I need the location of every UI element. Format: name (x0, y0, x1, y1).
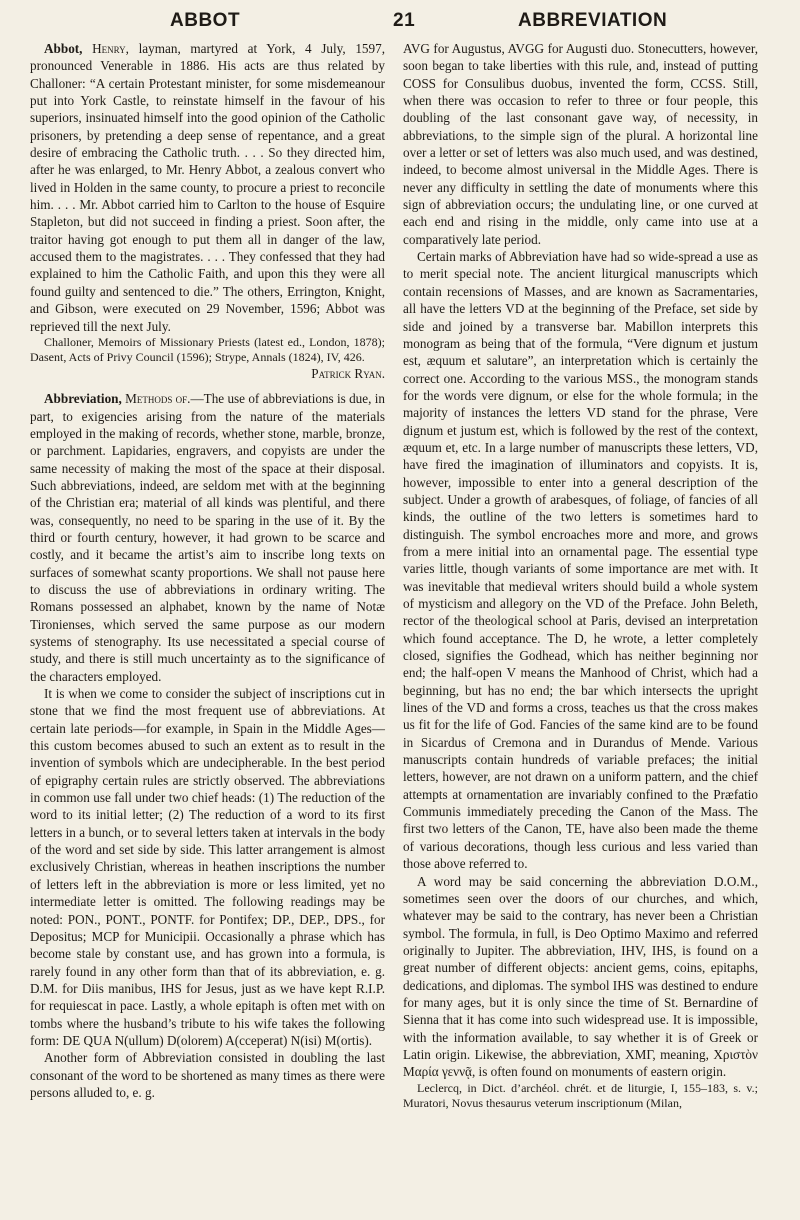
header-right-word: ABBREVIATION (518, 10, 668, 31)
abbot-headword: Abbot, (44, 41, 83, 56)
right-paragraph-2: Certain marks of Abbreviation have had so wide-spread a use as to merit special note. The ancient liturgical manuscripts which contain recensions of Masses, and are known as Sacramentaries, all have the letters VD at the beginning of the Preface, set side by side and joined by a transverse bar. Mabillon interprets this monogram as being that of the formula, “Vere dignum et justum est, æquum et salutare”, an interpretation which is certainly the correct one. According to the various MSS., the monogram stands for the words vere dignum, or else for the whole formula; in the majority of instances the letters VD stand for the phrase, Vere dignum et justum est, which is followed by the rest of the context, æquum et, etc. In a large number of manuscripts these letters, VD, have fired the imagination of illuminators and copyists. It is, however, impossible to enter into a general description of the subject. Under a growth of arabesques, of foliage, of fancies of all kinds, the outline of the two letters is sometimes hard to distinguish. The symbol encroaches more and more, and grows from a mere initial into an ornamental page. The essential type varies little, though variants of some importance are met with. It was inevitable that medieval writers should build a whole system of mysticism and allegory on the VD of the Preface. John Beleth, rector of the theological school at Paris, devised an interpretation which found acceptance. The D, he wrote, a letter completely closed, signifies the Godhead, which has neither beginning nor end; the half-open V means the Manhood of Christ, which had a beginning, but has no end; the bar which intersects the upright lines of the VD and forms a cross, teaches us that the cross makes us fit for the life of God. Fancies of the same kind are to be found in Sicardus of Cremona and in Durandus of Mende. Various manuscripts contain hundreds of variable prefaces; the initial letters, however, are not drawn on a uniform pattern, and the chief attempts at ornamentation are invariably confined to the Præfatio Communis immediately preceding the Canon of the Mass. The first two letters of the Canon, TE, have also been made the theme of various decorations, though less curious and less varied than those above referred to. (403, 249, 758, 872)
running-header (30, 10, 770, 38)
right-column (403, 40, 758, 1111)
abbreviation-headword: Abbreviation, (44, 391, 122, 407)
abbot-author: Patrick Ryan. (311, 365, 385, 381)
abbreviation-paragraph-3: Another form of Abbreviation consisted in doubling the last consonant of the word to be shortened as many times as there were persons alluded to, e. g. (30, 1050, 385, 1100)
abbreviation-subhead: Methods of. (125, 391, 191, 407)
header-left-word: ABBOT (170, 10, 241, 31)
abbot-text: layman, martyred at York, 4 July, 1597, pronounced Venerable in 1886. His acts are thus related by Challoner: “A certain Protestant minister, for some misdemeanour put into York Castle, to reinstate himself in the favour of his superiors, insinuated himself into the good opinion of the Catholic prisoners, by pretending a deep sense of repentance, and a great desire of embracing the Catholic truth. . . . So they directed him, after he was enlarged, to Mr. Henry Abbot, a zealous convert who lived in Holden in the same county, to procure a priest to reconcile him. . . . Mr. Abbot carried him to Carlton to the house of Esquire Stapleton, but did not succeed in finding a priest. Soon after, the traitor having got enough to put them all in danger of the law, accused them to the magistrates. . . . They confessed that they had explained to him the Catholic Faith, and upon this they were all found guilty and sentenced to die.” The others, Errington, Knight, and Gibson, were executed on 29 November, 1596; Abbot was reprieved till the next July. (30, 41, 386, 334)
abbot-references: Challoner, Memoirs of Missionary Priests (latest ed., London, 1878); Dasent, Acts of Privy Council (1596); Strype, Annals (1824), IV, 426. (30, 334, 385, 364)
left-column (30, 40, 385, 1101)
right-paragraph-3: A word may be said concerning the abbreviation D.O.M., sometimes seen over the doors of our churches, and which, whatever may be said to the contrary, has never been a Christian symbol. The formula, in full, is Deo Optimo Maximo and referred originally to Jupiter. The abbreviation, IHV, IHS, is found on a great number of different objects: ancient gems, coins, epitaphs, dedications, and diplomas. The symbol IHS was destined to endure for many ages, but it is only since the time of St. Bernardine of Sienna that it has come into such widespread use. It is impossible, with the information available, to say whether it is of Greek or Latin origin. Likewise, the abbreviation, XMΓ, meaning, Χριστὸν Μαρία γεννᾷ, is often found on monuments of eastern origin. (403, 873, 758, 1080)
abbot-name: Henry, (92, 41, 129, 56)
abbot-entry (30, 40, 385, 335)
page-number: 21 (393, 10, 416, 31)
abbreviation-entry-intro (30, 390, 385, 685)
abbreviation-references: Leclercq, in Dict. d’archéol. chrét. et de liturgie, I, 155–183, s. v.; Muratori, Novus thesaurus veterum inscriptionum (Milan, (403, 1080, 758, 1110)
right-paragraph-1: AVG for Augustus, AVGG for Augusti duo. Stonecutters, however, soon began to take liberties with this rule, and, instead of putting COSS for Consulibus duobus, invented the form, CCSS. Still, when there was occasion to refer to three or four people, this doubling of the last consonant gave way, of necessity, in abbreviations, to the simple sign of the plural. A horizontal line over a letter or set of letters was also much used, and was destined, indeed, to become almost universal in the Middle Ages. There is never any difficulty in settling the date of monuments where this sign of abbreviation occurs; the undulating line, or one curved at each end and rising in the middle, only came into use at a comparatively late period. (403, 41, 758, 247)
abbreviation-paragraph-1: —The use of abbreviations is due, in part, to exigencies arising from the nature of the materials employed in the making of records, whether stone, marble, bronze, or parchment. Lapidaries, engravers, and copyists are under the same necessity of making the most of the space at their disposal. Such abbreviations, indeed, are seldom met with at the beginning of the Christian era; material of all kinds was plentiful, and there was, consequently, no need to be sparing in the use of it. By the third or fourth century, however, it had grown to be scarce and costly, and it became the artist’s aim to inscribe long texts on surfaces of somewhat scanty proportions. We shall not pause here to discuss the use of abbreviations in ordinary writing. The Romans possessed an alphabet, known by the name of Notæ Tironienses, which served the same purpose as our modern systems of stenography. Its use necessitated a special course of study, and there is still much uncertainty as to the significance of the characters employed. (30, 391, 385, 684)
abbreviation-paragraph-2: It is when we come to consider the subject of inscriptions cut in stone that we find the most frequent use of abbreviations. At certain late periods—for example, in Spain in the Middle Ages—this custom becomes abused to such an extent as to result in the invention of symbols which are undecipherable. In the best period of epigraphy certain rules are strictly observed. The abbreviations in common use fall under two chief heads: (1) The reduction of the word to its initial letter; (2) The reduction of a word to its first letters in a bunch, or to several letters taken at intervals in the body of the word and set side by side. This latter arrangement is almost exclusively Christian, whereas in heathen inscriptions the number of letters left in the abbreviation is more or less limited, yet no intermediate letter is omitted. The following readings may be noted: PON., PONT., PONTF. for Pontifex; DP., DEP., DPS., for Depositus; MCP for Municipii. Occasionally a phrase which has become stale by constant use, and has grown into a formula, is rarely found in any other form than that of its abbreviation, e. g. D.M. for Diis manibus, IHS for Jesus, just as we have kept R.I.P. for requiescat in pace. Lastly, a whole epitaph is often met with on tombs where the husband’s tribute to his wife takes the following form: DE QUA N(ullum) D(olorem) A(cceperat) N(isi) M(ortis). (30, 686, 385, 1048)
